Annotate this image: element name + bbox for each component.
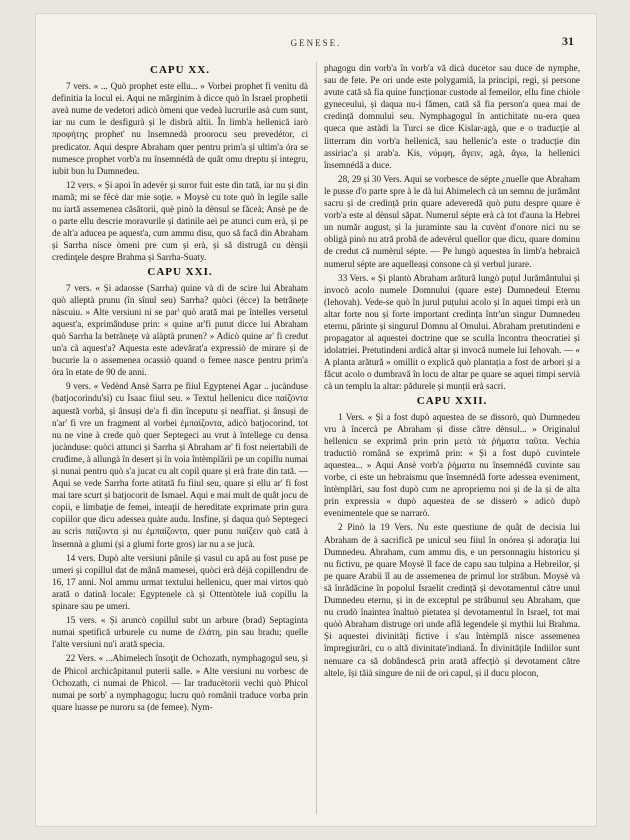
paragraph: 33 Vers. « Și plantò Abraham arătură lungò puțul Jurământului și invocò acolo numele Domnului (quare este) Dumnedeul Eternu (Iehovah). Vede-se quò în jurul puțului acolo și în aquei timpi erà un altar forte nou și forte important credința într'un singur Dumnedeu eternu, părinte și singurul Domnu al Omului. Abraham pretutindeni e propagator al aquestei doctrine que se sculla încontra theocratiei și idolatriei. Pretutindeni ardică altar și invocă numele lui Iehovah. — « A planta arătură » omillit o explică quò plantația a fost de arbori și a făcut acolo o dumbravă în locu de altar pe quare se aquei timpi servià cà un templu la altar: pădurele și munții erà sacri. (324, 272, 580, 392)
chapter-heading: CAPU XXII. (416, 394, 488, 407)
chapter-heading: CAPU XX. (150, 64, 210, 76)
chapter-heading: CAPU XXI. (147, 265, 213, 278)
paragraph: 12 vers. « Și apoi în adevër și suror fuit este din tată, iar nu și din mamă; mi se fécè dar mie soție. » Moysè cu tote quò în legile salle nu iartă assemenea căsătorii, què pinò la dènsul se făceà; Ansè pe de o parte ellu descrie moravurile și datinile aei pe atunci cum erà, și pe de alt'a aducea pe aquest'a, cum ammu disu, quo să facă din Abraham și Sarrha nisce òmeni pre cum și erà, și să distrugă cu dènșii credinţele despre Brahma și Sarrha-Suaty. (52, 179, 308, 263)
paragraph: 2 Pinò la 19 Vers. Nu este questiune de quât de decisia lui Abraham de à sacrifică pe unicul seu fiiul în onórea și adoraţia lui Dumnedeu. Abraham, cum ammu dis, e un personnagiu historicu și nu fictivu, pe quare Moysè îl face de capu sau tulpina a Hebreilor, și pe quare Arabii îl au de assemenea de primul lor străbun. Moysè và să înrădăcine în popolul Israelit credință și devotamentul către unul Dumnedeu eternu, și in de exceptul pe străbunul seu Abraham, que nu crudò înaintea înaltuò pietatea și devotamentul în Israel, tot mai quòò Abraham distruge ori unde află legendele și mythii lui Brahma. Și aquestei divinități fictive i s'au întèmplă nisce assemenea împregiurări, cu o altă divinitate'indiană. În divinitățile Indiilor sunt nenuare ca să dobândescă prin arată affecțiò și devotament către altele, își tăià singure de nii de ori capul, și il ducu plocon, (324, 522, 580, 678)
paragraph: 22 Vers. « ...Abimelech însoţit de Ochozath, nymphagogul seu, și de Phicol archicăpitanul puterii salle. » Alte versiuni nu vorbesc de Ochozath, ci numai de Phicol. — Iar traducètorii vechi quò Phicol numai pe sorb' a nymphagogu; lucru quò românii traduce vorba prin quare luasse pe nuroru sa (de femee). Nym- (52, 653, 308, 712)
paragraph: 15 vers. « Și aruncò copillul subt un arbure (brad) Septaginta numai spetifică urburele cu nume de ἐλάτη, pin sau bradu; quelle l'alte versiuni nu'i arată specia. (52, 615, 308, 650)
left-column (52, 62, 308, 818)
paragraph: 1 Vers. « Și a fost dupò aquestea de se dissorò, quò Dumnedeu vru à încercà pe Abraham și disse către dènsul... » Originalul hellenicu se exprimă prin prin μετὰ τὰ ῥήματα ταῦτα. Vechia traductiò română se exprimă prin: « Și a fost dupò cuvintele aquestea... » Aqui Ansè vorb'a ῥήματα nu însemnédă cuvinte sau vorbe, ci este un hebraismu que însemnédă forte adessea eveniment, întèmplări, sau fost dupò cum ne apropriemu noi și de la și de alta prin expressia « dupò aquestea de se disserò » adicò dupò evenimentele que se narrarò. (324, 411, 580, 519)
paragraph: 28, 29 și 30 Vers. Aqui se vorbesce de sépte ¿nuelle que Abraham le pusse d'o parte spre à le dà lui Abimelech cà un semnu de jurământ sacru și de credință prin quare adeveredă quò putu despre quare è vorb'a este al dènsul săpat. Numerul sépte erà cà tot d'auna la Hebrei un număr august, și la juraminte sau la cuvènt d'onore nici nu se obligà pinò nu atră probă de adevérul quellor que dicu, quare dominu de credut că numèrul sépte. — Pe lungò aquestea în limb'a hebraică numerul sépte are aquelleași consone cà și verbul jurare. (324, 173, 580, 269)
right-column (324, 62, 580, 818)
page-number: 31 (562, 34, 574, 48)
book-page (36, 14, 596, 826)
paragraph: 7 vers. « ... Quò prophet este ellu... » Vorbei prophet fi venitu dà definitia la locul ei. Aqui ne mărginim à dicce quò în Israel prophetii aveà nume de vedetori adicò òmeni que vedeà lucrurile asà cum sunt, iar nu cum le desfigurà și le disbrà altii. În limb'a hellenică iarò προφήτης prophet' nu însemnedà proorocu seu prevedétor, ci predicator. Aqui despre Abraham quer pentru prim'a și ultim'a óra se numesce prophet vorb'a nu însemnédà de quât omu dreptu și integru, iubit bun lu Dumnedeu. (52, 81, 308, 176)
paragraph: phagogu din vorb'a în vorb'a vă dicà ducetor sau duce de nymphe, sau de fete. Pe ori unde este polygamiă, la principi, regi, și persone avute cată să fia quine funcționar custode al femeilor, ellu fine chiole gyneceului, și daqua nu-i fămen, cată să fia person'a quea mai de credință domnului seu. Nymphagogul în antichitate nu-era quea queca que astàdi la Turci se dice Kislar-agà, que e o traducție al litterram din vorb'a hellenică, sau hellenic'a este o traducție din assiriac'a și arab'a. Kis, νύμφη, ἄγειν, agà, ἄγω, la hellenici însemnédă a duce. (324, 63, 580, 170)
column-divider (316, 62, 317, 814)
paragraph: 7 vers. « Și adaosse (Sarrha) quine và di de scire lui Abraham quò alleptà prunu (în sînul seu) Sarrha? quòci (écce) la betrânețe nàscuiu. » Alte versiuni ni se par' quò arată mai pe întelles versetul aquest'a, exprimânduse prin: « quine ar'fi putut dicce lui Abraham quò Sarrha la betrânețe và alàptà prunen? » Adicò quine ar' fi credut un'a cà aquest'a? Aquesta este adevărat'a expressiò de mirare și de bucurie la o assemenea ocassiò quand o femee nasce pentru prim'a óra în etate de 90 de anni. (52, 282, 308, 378)
paragraph: 14 vers. Dupò alte versiuni pânile și vasul cu apă au fost puse pe umeri și copillul dat de mână mamesei, quòci erà déjà copillendru de 16, 17 anni. Nol ammu urmat textului hellenicu, quer mai virtos quò arată o datină locale: Egyptenele cà și Ottentòtele iuă copillu la spinare sau pe umeri. (52, 552, 308, 612)
paragraph: 9 vers. « Vedènd Ansè Sarra pe fiiul Egyptenei Agar .. jucànduse (batjocorindu'si) cu Isaac fiiul seu. » Textul hellenicu dice παίζοντα aquestă vorbă, și ânsuși de'a fi din începutu și neaffiat. și ânsuși de n'ar' fi vre un fragment al vorbei ἐμπαίζοντα, adicò batjocorind, tot nu ne vine à crede quò quer Septegeci au vrut à întellege cu densa jucànduse: quòci attunci și Sarrha și Abraham ar' fi fost neiertabili de cruđime, à allungà în desert și în voia întèmplării pe un copillu numai și nunai pentru quò s'a jucat cu alt copil quare și erà frate din tată. — Aqui se vede Sarrha forte atitată fu fiiul seu, quare și ellu ar' fi fost mai tare scurt și batjocorit de Ismael. Aqui e mai mult de quât jocu de copii, e limbaţie de femei, inteaţii de hereditate exprimate prin gura copiilor que dicu adessea quàte audu. Insfine, și daqua quò Septegeci au scris παίζοντα și nu ἐμπαίζοντα, quer punu παίζειν quò cată à însemnà a glumi (și a glumi forte gros) iar nu a se jucà. (52, 381, 308, 549)
running-title: GENESE. (290, 38, 342, 48)
